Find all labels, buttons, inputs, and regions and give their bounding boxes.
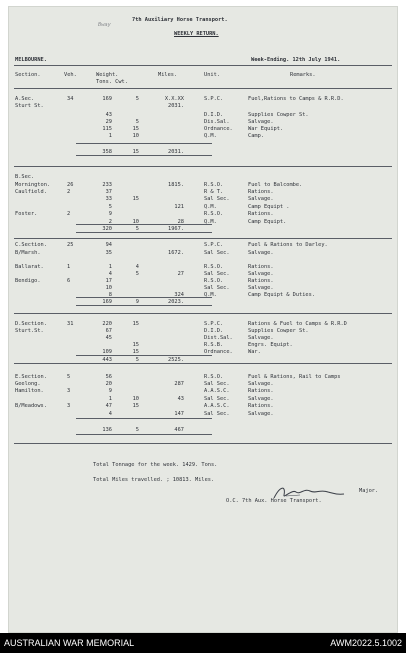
table-rule — [14, 313, 392, 314]
cell-remarks: Rations. — [248, 278, 274, 284]
cell-remarks: Fuel & Rations, Rail to Camps — [248, 374, 341, 380]
table-rule — [76, 297, 212, 298]
cell-remarks: Rations & Fuel to Camps & R.R.D — [248, 321, 347, 327]
cell-miles: 2031. — [168, 103, 184, 109]
cell-remarks: Fuel to Balcombe. — [248, 182, 303, 188]
cell-cwt: 5 — [135, 427, 139, 433]
table-rule — [14, 166, 392, 167]
col-remarks: Remarks. — [290, 72, 316, 78]
cell-remarks: Salvage. — [248, 285, 274, 291]
cell-tons: 33 — [105, 196, 112, 202]
cell-unit: A.A.S.C. — [204, 388, 230, 394]
document-page — [8, 6, 398, 633]
cell-cwt: 15 — [132, 149, 139, 155]
cell-remarks: Rations. — [248, 388, 274, 394]
cell-remarks: Salvage. — [248, 250, 274, 256]
cell-tons: 358 — [102, 149, 112, 155]
cell-tons: 8 — [108, 292, 112, 298]
cell-remarks: Salvage. — [248, 335, 274, 341]
cell-section: Hamilton. — [15, 388, 44, 394]
cell-veh: 2 — [67, 189, 71, 195]
cell-unit: R.S.O. — [204, 278, 224, 284]
cell-unit: R & T. — [204, 189, 224, 195]
cell-unit: Dis.Sal. — [204, 119, 230, 125]
week-ending: Week-Ending. 12th July 1941. — [251, 57, 341, 63]
cell-tons: 9 — [108, 211, 112, 217]
col-tons-cwt: Tons. Cwt. — [96, 79, 128, 85]
cell-tons: 56 — [105, 374, 112, 380]
cell-section: Bendigo. — [15, 278, 41, 284]
cell-unit: A.A.S.C. — [204, 403, 230, 409]
cell-unit: R.S.O. — [204, 211, 224, 217]
table-rule — [76, 434, 212, 435]
cell-cwt: 10 — [132, 219, 139, 225]
cell-section: B.Sec. — [15, 174, 35, 180]
cell-remarks: Supplies Cowper St. — [248, 112, 309, 118]
cell-tons: 67 — [105, 328, 112, 334]
cell-tons: 9 — [108, 388, 112, 394]
cell-remarks: Salvage. — [248, 271, 274, 277]
cell-tons: 17 — [105, 278, 112, 284]
cell-tons: 169 — [102, 96, 112, 102]
cell-tons: 443 — [102, 357, 112, 363]
cell-section: Mornington. — [15, 182, 51, 188]
cell-cwt: 5 — [135, 226, 139, 232]
cell-miles: 28 — [177, 219, 184, 225]
table-rule — [76, 355, 212, 356]
cell-veh: 3 — [67, 403, 71, 409]
cell-cwt: 9 — [135, 299, 139, 305]
cell-remarks: Salvage. — [248, 396, 274, 402]
location: MELBOURNE. — [15, 57, 47, 63]
cell-tons: 35 — [105, 250, 112, 256]
cell-cwt: 10 — [132, 133, 139, 139]
cell-tons: 94 — [105, 242, 112, 248]
table-rule — [14, 443, 392, 444]
cell-section: Geelong. — [15, 381, 41, 387]
cell-tons: 233 — [102, 182, 112, 188]
cell-tons: 4 — [108, 411, 112, 417]
cell-unit: R.S.B. — [204, 342, 224, 348]
table-rule — [14, 363, 392, 364]
cell-veh: 5 — [67, 374, 71, 380]
cell-tons: 1 — [108, 396, 112, 402]
cell-tons: 20 — [105, 381, 112, 387]
cell-section: B/Meadows. — [15, 403, 47, 409]
cell-tons: 47 — [105, 403, 112, 409]
cell-miles: 1672. — [168, 250, 184, 256]
cell-miles: 121 — [174, 204, 184, 210]
cell-tons: 45 — [105, 335, 112, 341]
cell-miles: 287 — [174, 381, 184, 387]
cell-cwt: 5 — [135, 271, 139, 277]
cell-section: Sturt.St. — [15, 328, 44, 334]
cell-remarks: Fuel,Rations to Camps & R.R.D. — [248, 96, 344, 102]
cell-remarks: Rations. — [248, 264, 274, 270]
cell-cwt: 4 — [135, 264, 139, 270]
cell-remarks: Salvage. — [248, 411, 274, 417]
cell-unit: R.S.O. — [204, 264, 224, 270]
document-title: 7th Auxiliary Horse Transport. — [132, 17, 228, 23]
signature-title: O.C. 7th Aux. Horse Transport. — [226, 498, 322, 504]
table-rule — [76, 224, 212, 225]
cell-miles: 27 — [177, 271, 184, 277]
cell-remarks: Camp Equipt. — [248, 219, 287, 225]
cell-tons: 4 — [108, 271, 112, 277]
archive-footer — [0, 633, 406, 653]
cell-unit: Sal Sec. — [204, 381, 230, 387]
document-subtitle: WEEKLY RETURN. — [174, 31, 219, 37]
cell-miles: 2031. — [168, 149, 184, 155]
cell-veh: 31 — [67, 321, 74, 327]
cell-remarks: Rations. — [248, 403, 274, 409]
cell-remarks: Fuel & Rations to Darley. — [248, 242, 328, 248]
table-rule — [76, 232, 212, 233]
cell-veh: 34 — [67, 96, 74, 102]
cell-unit: Dist.Sal. — [204, 335, 233, 341]
cell-tons: 43 — [105, 112, 112, 118]
cell-cwt: 10 — [132, 396, 139, 402]
col-miles: Miles. — [158, 72, 178, 78]
cell-cwt: 5 — [135, 357, 139, 363]
table-rule — [76, 418, 212, 419]
total-miles: Total Miles travelled. ; 10813. Miles. — [93, 477, 215, 483]
cell-miles: 147 — [174, 411, 184, 417]
cell-tons: 29 — [105, 119, 112, 125]
cell-unit: Sal Sec. — [204, 285, 230, 291]
cell-cwt: 15 — [132, 196, 139, 202]
cell-tons: 220 — [102, 321, 112, 327]
cell-remarks: Supplies Cowper St. — [248, 328, 309, 334]
cell-remarks: Camp. — [248, 133, 264, 139]
cell-miles: 467 — [174, 427, 184, 433]
cell-section: A.Sec. — [15, 96, 35, 102]
cell-tons: 320 — [102, 226, 112, 232]
cell-tons: 109 — [102, 349, 112, 355]
col-weight: Weight. — [96, 72, 119, 78]
cell-unit: Q.M. — [204, 292, 217, 298]
cell-section: Sturt St. — [15, 103, 44, 109]
cell-remarks: Camp Equipt . — [248, 204, 290, 210]
cell-remarks: War. — [248, 349, 261, 355]
cell-unit: R.S.O. — [204, 182, 224, 188]
total-tonnage: Total Tonnage for the week. 1429. Tons. — [93, 462, 218, 468]
cell-cwt: 15 — [132, 342, 139, 348]
cell-remarks: Salvage. — [248, 196, 274, 202]
column-header-rule — [14, 88, 392, 89]
cell-section: B/Marsh. — [15, 250, 41, 256]
col-veh: Veh. — [64, 72, 77, 78]
cell-unit: S.P.C. — [204, 242, 224, 248]
cell-veh: 25 — [67, 242, 74, 248]
cell-unit: Q.M. — [204, 133, 217, 139]
cell-unit: D.I.D. — [204, 328, 224, 334]
cell-tons: 136 — [102, 427, 112, 433]
cell-veh: 6 — [67, 278, 71, 284]
cell-veh: 2 — [67, 211, 71, 217]
header-rule — [14, 65, 392, 66]
table-rule — [14, 238, 392, 239]
cell-unit: R.S.O. — [204, 374, 224, 380]
cell-tons: 115 — [102, 126, 112, 132]
cell-remarks: Camp Equipt & Duties. — [248, 292, 315, 298]
col-unit: Unit. — [204, 72, 220, 78]
cell-miles: 1967. — [168, 226, 184, 232]
cell-tons: 2 — [108, 219, 112, 225]
cell-section: Foster. — [15, 211, 38, 217]
cell-section: D.Section. — [15, 321, 47, 327]
cell-tons: 1 — [108, 133, 112, 139]
cell-unit: Sal Sec. — [204, 411, 230, 417]
pencil-note: Bway — [98, 22, 111, 28]
cell-miles: 1815. — [168, 182, 184, 188]
cell-remarks: Salvage. — [248, 119, 274, 125]
cell-miles: 2023. — [168, 299, 184, 305]
cell-miles: X.X.XX — [164, 96, 184, 102]
cell-cwt: 15 — [132, 126, 139, 132]
cell-cwt: 15 — [132, 349, 139, 355]
cell-tons: 37 — [105, 189, 112, 195]
cell-unit: Q.M. — [204, 219, 217, 225]
cell-unit: Q.M. — [204, 204, 217, 210]
table-rule — [76, 155, 212, 156]
cell-unit: Ordnance. — [204, 349, 233, 355]
cell-cwt: 15 — [132, 321, 139, 327]
cell-unit: Sal Sec. — [204, 250, 230, 256]
cell-veh: 1 — [67, 264, 71, 270]
cell-remarks: Salvage. — [248, 381, 274, 387]
cell-remarks: Rations. — [248, 189, 274, 195]
cell-unit: Sal Sec. — [204, 196, 230, 202]
footer-institution: AUSTRALIAN WAR MEMORIAL — [4, 638, 135, 648]
cell-miles: 324 — [174, 292, 184, 298]
signature-rank: Major. — [359, 488, 379, 494]
footer-accession: AWM2022.5.1002 — [330, 638, 402, 648]
cell-unit: Sal Sec. — [204, 271, 230, 277]
cell-veh: 26 — [67, 182, 74, 188]
cell-section: C.Section. — [15, 242, 47, 248]
cell-remarks: Engrs. Equipt. — [248, 342, 293, 348]
table-rule — [76, 305, 212, 306]
cell-tons: 10 — [105, 285, 112, 291]
cell-miles: 43 — [177, 396, 184, 402]
cell-unit: Sal Sec. — [204, 396, 230, 402]
col-section: Section. — [15, 72, 41, 78]
cell-section: Caulfield. — [15, 189, 47, 195]
cell-section: E.Section. — [15, 374, 47, 380]
cell-unit: Ordnance. — [204, 126, 233, 132]
cell-remarks: War Equipt. — [248, 126, 284, 132]
cell-tons: 169 — [102, 299, 112, 305]
cell-miles: 2525. — [168, 357, 184, 363]
cell-unit: S.P.C. — [204, 96, 224, 102]
cell-tons: 5 — [108, 204, 112, 210]
cell-unit: D.I.D. — [204, 112, 224, 118]
cell-unit: S.P.C. — [204, 321, 224, 327]
cell-cwt: 15 — [132, 403, 139, 409]
cell-veh: 3 — [67, 388, 71, 394]
cell-remarks: Rations. — [248, 211, 274, 217]
table-rule — [76, 143, 212, 144]
cell-tons: 1 — [108, 264, 112, 270]
cell-cwt: 5 — [135, 96, 139, 102]
cell-cwt: 5 — [135, 119, 139, 125]
cell-section: Ballarat. — [15, 264, 44, 270]
